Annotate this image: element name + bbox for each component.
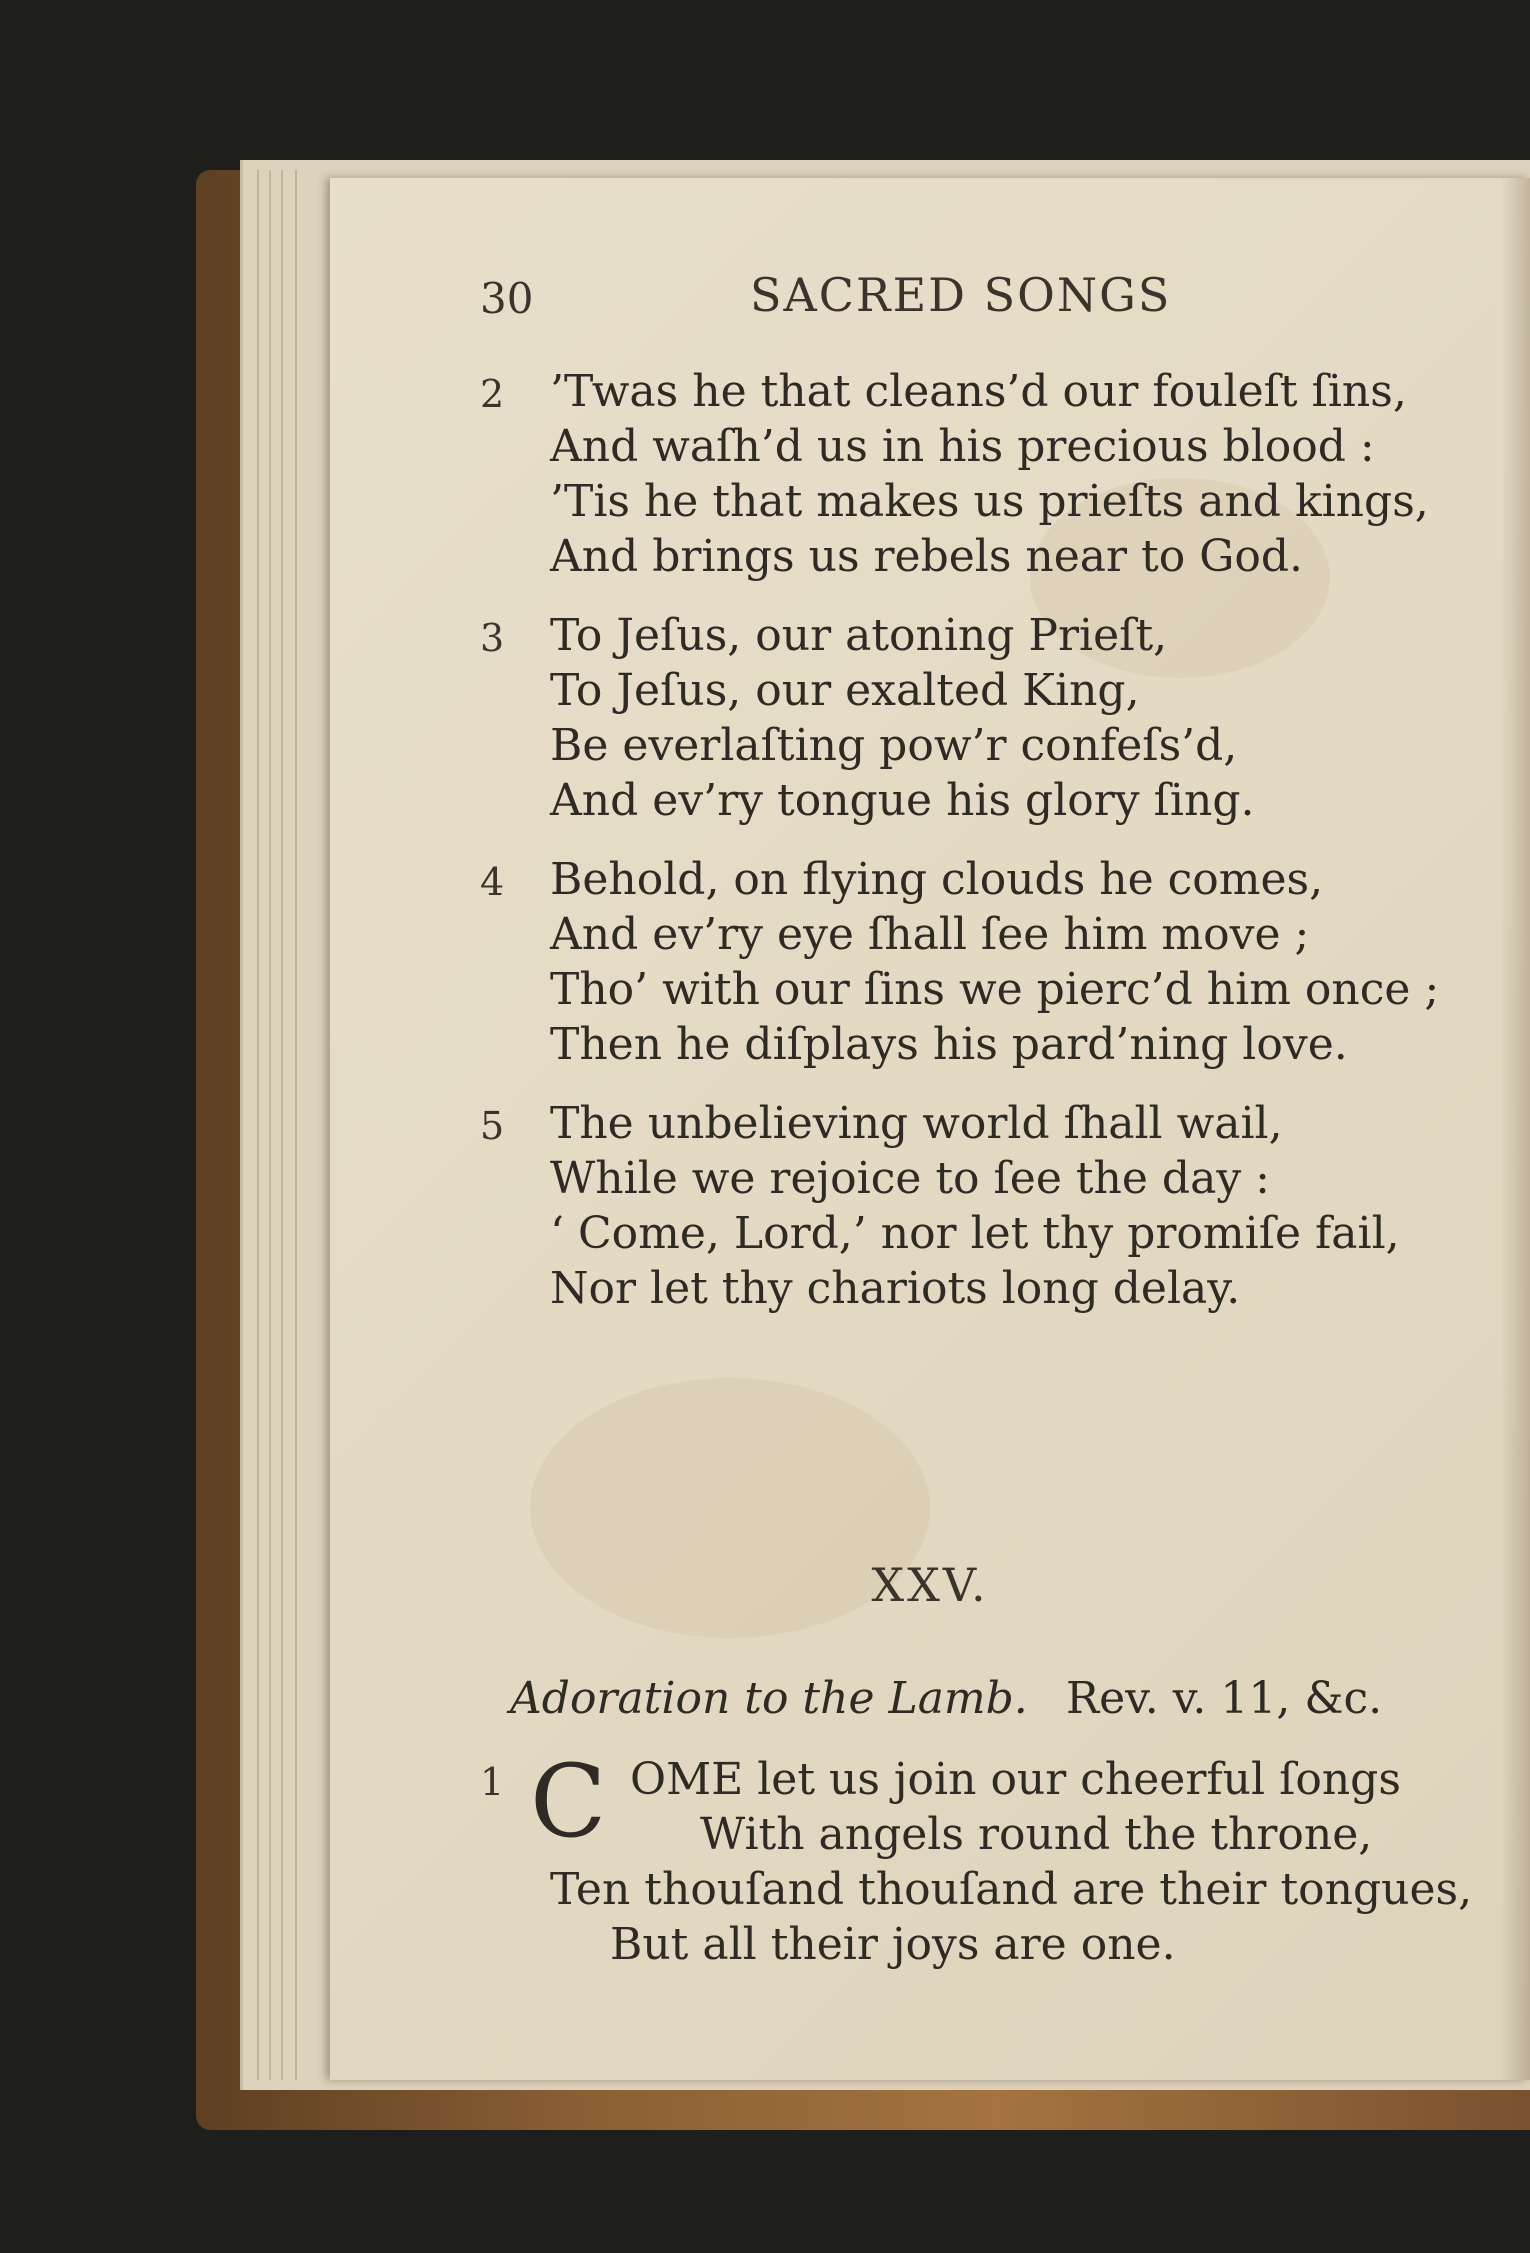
stanza-lines (550, 364, 1510, 584)
verse-line: Ten thouſand thouſand are their tongues, (550, 1864, 1473, 1915)
page-number: 30 (480, 274, 534, 323)
verse-line: To Jeſus, our atoning Prieſt, (550, 610, 1168, 661)
verse-line: To Jeſus, our exalted King, (550, 665, 1140, 716)
verse-line: Tho’ with our ſins we pierc’d him once ; (550, 964, 1440, 1015)
verse-line: Then he diſplays his pard’ning love. (550, 1019, 1348, 1070)
stanza-number: 4 (480, 860, 505, 904)
verse-line: And ev’ry tongue his glory ſing. (550, 775, 1255, 826)
stanza-lines (550, 1752, 1510, 1972)
verse-line: With angels round the throne, (700, 1809, 1373, 1860)
verse-line: And brings us rebels near to God. (550, 531, 1304, 582)
section-title-line (510, 1673, 1490, 1724)
section-number: XXV. (871, 1558, 989, 1612)
running-head: SACRED SONGS (750, 268, 1172, 322)
stanza-lines (550, 852, 1510, 1072)
stanza-lines (550, 608, 1510, 828)
verse-line: And ev’ry eye ſhall ſee him move ; (550, 909, 1310, 960)
book-page (330, 178, 1530, 2080)
verse-line: But all their joys are one. (610, 1919, 1176, 1970)
scripture-reference: Rev. v. 11, &c. (1066, 1673, 1383, 1724)
verse-line: ‘ Come, Lord,’ nor let thy promiſe fail, (550, 1208, 1400, 1259)
verse-line: The unbelieving world ſhall wail, (550, 1098, 1283, 1149)
stanza-lines (550, 1096, 1510, 1316)
stanza-number: 3 (480, 616, 505, 660)
verse-line: OME let us join our cheerful ſongs (630, 1754, 1401, 1805)
section-title: Adoration to the Lamb. (510, 1673, 1028, 1724)
drop-cap: C (530, 1743, 607, 1860)
verse-line: Nor let thy chariots long delay. (550, 1263, 1241, 1314)
verse-line: While we rejoice to ſee the day : (550, 1153, 1270, 1204)
verse-line: ’Twas he that cleans’d our fouleſt ſins, (550, 366, 1407, 417)
verse-line: ’Tis he that makes us prieſts and kings, (550, 476, 1429, 527)
verse-line: Behold, on flying clouds he comes, (550, 854, 1324, 905)
stanza-number: 2 (480, 372, 505, 416)
stanza-number: 1 (480, 1760, 505, 1804)
verse-line: Be everlaſting pow’r confeſs’d, (550, 720, 1238, 771)
verse-line: And waſh’d us in his precious blood : (550, 421, 1375, 472)
stanza-number: 5 (480, 1104, 505, 1148)
